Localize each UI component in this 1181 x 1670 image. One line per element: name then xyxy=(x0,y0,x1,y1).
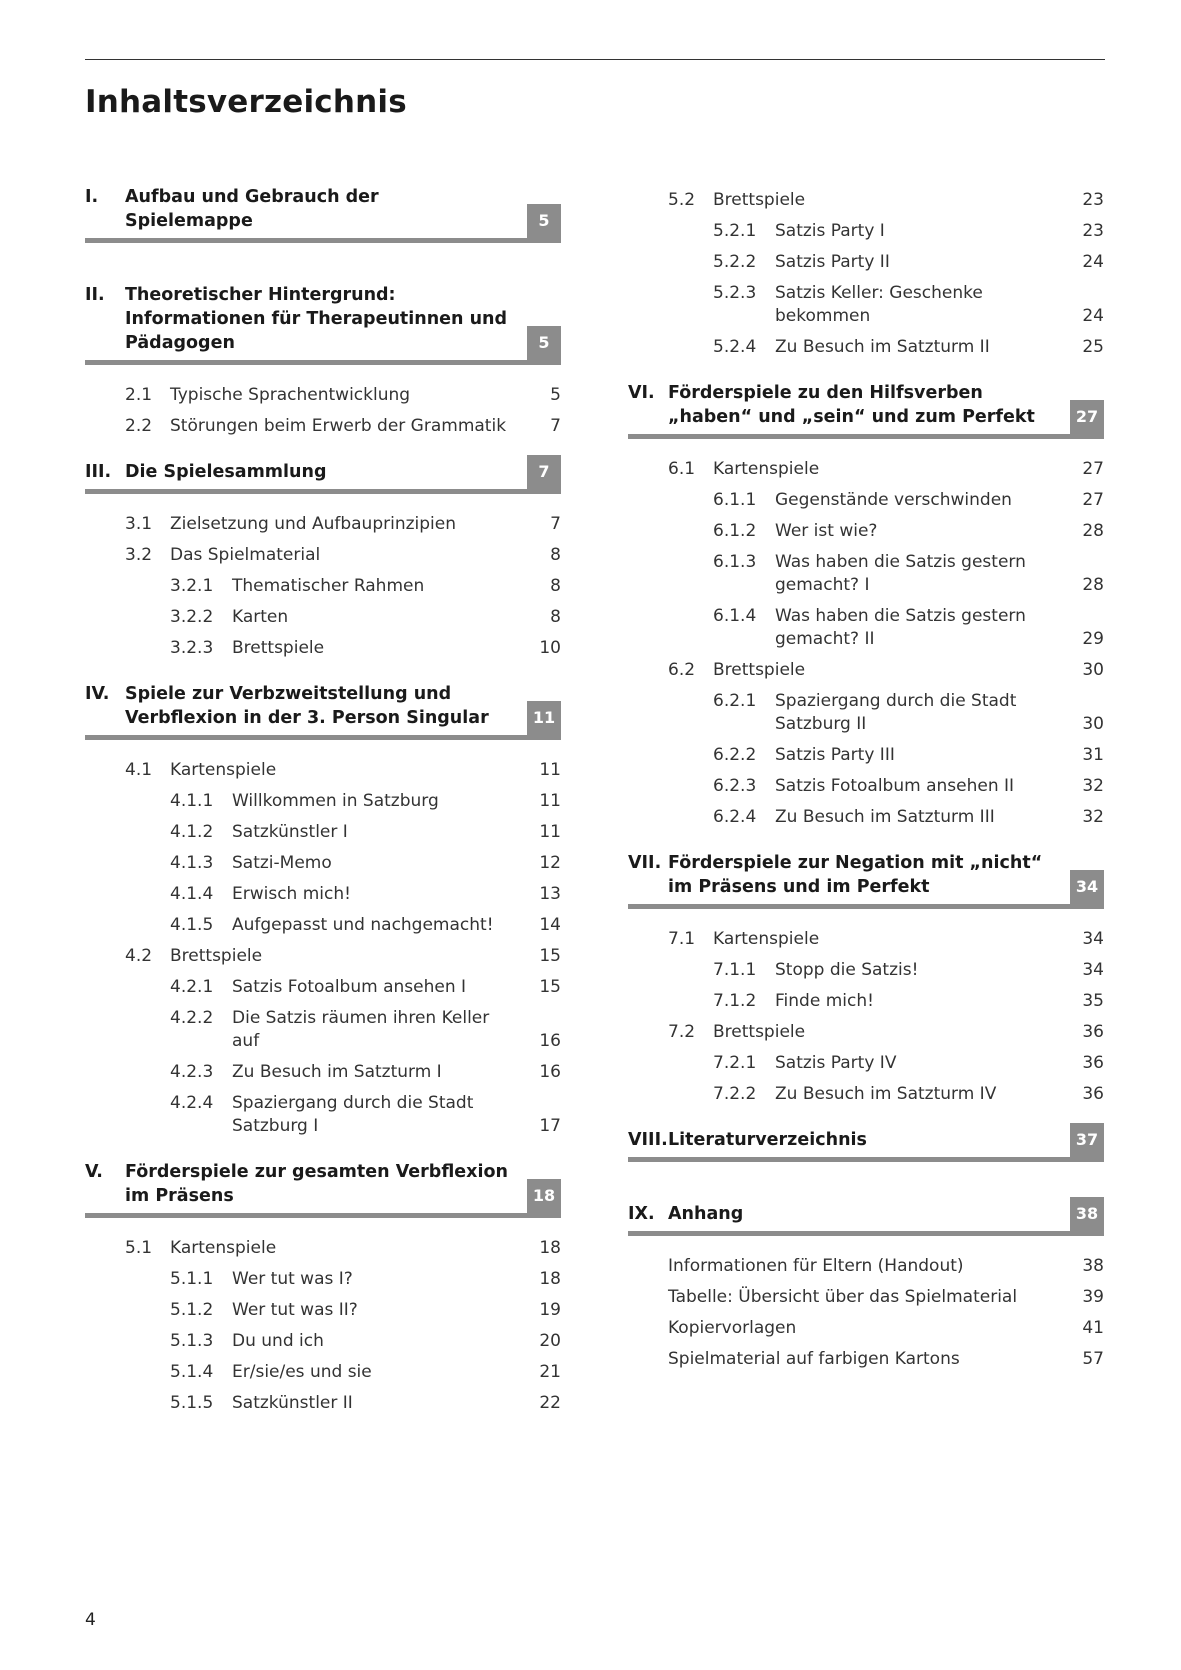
entry-number: 6.2.2 xyxy=(713,745,757,765)
entry-number: 3.1 xyxy=(125,514,153,534)
section-numeral: V. xyxy=(85,1162,103,1182)
entry-title: Zu Besuch im Satzturm II xyxy=(775,337,990,357)
entry-title: Brettspiele xyxy=(232,638,325,658)
toc-entry xyxy=(85,817,561,848)
entry-title: Satzis Party IV xyxy=(775,1053,897,1073)
toc-entry xyxy=(628,986,1104,1017)
toc-entry xyxy=(628,1344,1104,1375)
entry-page: 36 xyxy=(1082,1022,1104,1042)
section-title: Förderspiele zur Negation mit „nicht“ im Präsens und im Perfekt xyxy=(668,853,1043,897)
entry-page: 10 xyxy=(539,638,561,658)
entry-page: 8 xyxy=(550,576,561,596)
entry-title: Willkommen in Satzburg xyxy=(232,791,439,811)
section-rule xyxy=(85,238,561,243)
entry-page: 28 xyxy=(1082,521,1104,541)
entry-number: 5.1.3 xyxy=(170,1331,214,1351)
entry-page: 7 xyxy=(550,514,561,534)
entry-page: 57 xyxy=(1082,1349,1104,1369)
entry-page: 11 xyxy=(539,822,561,842)
toc-section-heading xyxy=(628,381,1104,439)
entry-page: 24 xyxy=(1082,252,1104,272)
section-title: Förderspiele zur gesamten Verbflexion im Präsens xyxy=(125,1162,508,1206)
toc-entry xyxy=(85,1233,561,1264)
section-page-box: 5 xyxy=(527,204,561,243)
entry-page: 20 xyxy=(539,1331,561,1351)
toc-entry xyxy=(85,1003,561,1057)
toc-entry-list xyxy=(628,454,1104,833)
toc-entry xyxy=(85,571,561,602)
toc-entry xyxy=(628,601,1104,655)
entry-title: Zielsetzung und Aufbauprinzipien xyxy=(170,514,456,534)
entry-page: 13 xyxy=(539,884,561,904)
entry-page: 27 xyxy=(1082,459,1104,479)
entry-title: Spaziergang durch die Stadt Satzburg II xyxy=(775,691,1017,734)
entry-title: Zu Besuch im Satzturm I xyxy=(232,1062,442,1082)
entry-title: Brettspiele xyxy=(713,1022,806,1042)
toc-entry xyxy=(628,686,1104,740)
entry-number: 7.1 xyxy=(668,929,696,949)
entry-number: 2.2 xyxy=(125,416,153,436)
entry-page: 35 xyxy=(1082,991,1104,1011)
entry-number: 4.1.4 xyxy=(170,884,214,904)
entry-page: 21 xyxy=(539,1362,561,1382)
entry-page: 15 xyxy=(539,977,561,997)
toc-entry xyxy=(628,547,1104,601)
toc-entry xyxy=(85,540,561,571)
entry-page: 16 xyxy=(539,1031,561,1051)
entry-number: 3.2 xyxy=(125,545,153,565)
toc-entry xyxy=(85,509,561,540)
entry-page: 15 xyxy=(539,946,561,966)
entry-title: Tabelle: Übersicht über das Spielmaterial xyxy=(668,1287,1018,1307)
toc-entry xyxy=(85,602,561,633)
entry-number: 5.1.2 xyxy=(170,1300,214,1320)
entry-page: 32 xyxy=(1082,776,1104,796)
entry-number: 4.2.3 xyxy=(170,1062,214,1082)
entry-page: 32 xyxy=(1082,807,1104,827)
entry-number: 6.1.4 xyxy=(713,606,757,626)
entry-title: Zu Besuch im Satzturm IV xyxy=(775,1084,997,1104)
entry-title: Kartenspiele xyxy=(170,1238,277,1258)
entry-page: 39 xyxy=(1082,1287,1104,1307)
toc-section-heading xyxy=(628,851,1104,909)
entry-title: Spaziergang durch die Stadt Satzburg I xyxy=(232,1093,474,1136)
section-page-box: 37 xyxy=(1070,1123,1104,1162)
entry-page: 16 xyxy=(539,1062,561,1082)
entry-title: Aufgepasst und nachgemacht! xyxy=(232,915,494,935)
entry-number: 5.1.1 xyxy=(170,1269,214,1289)
entry-page: 31 xyxy=(1082,745,1104,765)
toc-section-heading xyxy=(85,682,561,740)
section-page-box: 18 xyxy=(527,1179,561,1218)
entry-title: Gegenstände verschwinden xyxy=(775,490,1012,510)
entry-number: 4.2.4 xyxy=(170,1093,214,1113)
page-title: Inhaltsverzeichnis xyxy=(85,84,407,120)
entry-title: Wer ist wie? xyxy=(775,521,878,541)
section-title: Förderspiele zu den Hilfsverben „haben“ und „sein“ und zum Perfekt xyxy=(668,383,1035,427)
entry-title: Brettspiele xyxy=(713,660,806,680)
entry-title: Was haben die Satzis gestern gemacht? I xyxy=(775,552,1026,595)
entry-title: Zu Besuch im Satzturm III xyxy=(775,807,995,827)
entry-page: 24 xyxy=(1082,306,1104,326)
entry-number: 4.2.1 xyxy=(170,977,214,997)
entry-title: Satzkünstler II xyxy=(232,1393,353,1413)
toc-sections-left xyxy=(85,185,561,1419)
entry-title: Was haben die Satzis gestern gemacht? II xyxy=(775,606,1026,649)
entry-page: 38 xyxy=(1082,1256,1104,1276)
toc-entry-list xyxy=(628,924,1104,1110)
entry-page: 7 xyxy=(550,416,561,436)
entry-number: 5.2.2 xyxy=(713,252,757,272)
entry-title: Brettspiele xyxy=(170,946,263,966)
toc-entry-list xyxy=(85,380,561,442)
toc-entry xyxy=(85,1295,561,1326)
entry-title: Er/sie/es und sie xyxy=(232,1362,372,1382)
entry-number: 6.1.2 xyxy=(713,521,757,541)
section-title: Spiele zur Verbzweitstellung und Verbflexion in der 3. Person Singular xyxy=(125,684,489,728)
entry-page: 11 xyxy=(539,760,561,780)
toc-entry xyxy=(628,1313,1104,1344)
section-title: Aufbau und Gebrauch der Spielemappe xyxy=(125,187,379,231)
entry-page: 22 xyxy=(539,1393,561,1413)
section-title: Theoretischer Hintergrund: Informationen für Therapeutinnen und Pädagogen xyxy=(125,285,508,353)
section-title: Literaturverzeichnis xyxy=(668,1130,867,1150)
entry-page: 8 xyxy=(550,607,561,627)
entry-number: 2.1 xyxy=(125,385,153,405)
entry-title: Satzkünstler I xyxy=(232,822,348,842)
toc-entry xyxy=(85,380,561,411)
entry-title: Kartenspiele xyxy=(713,929,820,949)
entry-page: 36 xyxy=(1082,1084,1104,1104)
entry-page: 36 xyxy=(1082,1053,1104,1073)
entry-title: Satzis Party II xyxy=(775,252,890,272)
entry-number: 4.2.2 xyxy=(170,1008,214,1028)
entry-number: 6.1.1 xyxy=(713,490,757,510)
section-page-box: 27 xyxy=(1070,400,1104,439)
section-page-box: 34 xyxy=(1070,870,1104,909)
section-title: Die Spielesammlung xyxy=(125,462,327,482)
entry-title: Satzis Fotoalbum ansehen I xyxy=(232,977,467,997)
section-numeral: III. xyxy=(85,462,112,482)
entry-page: 28 xyxy=(1082,575,1104,595)
entry-number: 4.1.5 xyxy=(170,915,214,935)
toc-entry xyxy=(628,1048,1104,1079)
entry-number: 6.1.3 xyxy=(713,552,757,572)
entry-title: Die Satzis räumen ihren Keller auf xyxy=(232,1008,490,1051)
entry-title: Satzis Party III xyxy=(775,745,895,765)
section-rule xyxy=(85,360,561,365)
entry-number: 6.2.3 xyxy=(713,776,757,796)
toc-entry xyxy=(628,216,1104,247)
toc-entry xyxy=(628,1282,1104,1313)
entry-number: 4.1 xyxy=(125,760,153,780)
section-numeral: IX. xyxy=(628,1204,655,1224)
entry-title: Thematischer Rahmen xyxy=(232,576,425,596)
entry-page: 11 xyxy=(539,791,561,811)
toc-entry xyxy=(85,1057,561,1088)
entry-number: 5.2.1 xyxy=(713,221,757,241)
entry-title: Satzis Keller: Geschenke bekommen xyxy=(775,283,983,326)
top-rule xyxy=(85,59,1105,60)
section-rule xyxy=(628,1231,1104,1236)
toc-entry xyxy=(85,910,561,941)
page-number: 4 xyxy=(85,1610,96,1630)
section-numeral: IV. xyxy=(85,684,110,704)
section-numeral: I. xyxy=(85,187,99,207)
entry-page: 34 xyxy=(1082,929,1104,949)
entry-number: 5.2.4 xyxy=(713,337,757,357)
entry-number: 7.2.2 xyxy=(713,1084,757,1104)
toc-section-heading xyxy=(628,1202,1104,1236)
toc-entry xyxy=(628,740,1104,771)
toc-entry xyxy=(85,1326,561,1357)
section-page-box: 11 xyxy=(527,701,561,740)
entry-title: Typische Sprachentwicklung xyxy=(170,385,411,405)
section-page-box: 7 xyxy=(527,455,561,494)
entry-title: Das Spielmaterial xyxy=(170,545,321,565)
toc-entry xyxy=(85,755,561,786)
entry-number: 6.2.4 xyxy=(713,807,757,827)
toc-entry xyxy=(628,771,1104,802)
entry-number: 7.2.1 xyxy=(713,1053,757,1073)
entry-page: 23 xyxy=(1082,190,1104,210)
toc-sections-right xyxy=(628,381,1104,1375)
toc-entry xyxy=(85,848,561,879)
toc-section-heading xyxy=(628,1128,1104,1162)
entry-number: 4.1.2 xyxy=(170,822,214,842)
toc-entry-list xyxy=(85,1233,561,1419)
entry-number: 3.2.2 xyxy=(170,607,214,627)
toc-entry xyxy=(628,247,1104,278)
entry-title: Erwisch mich! xyxy=(232,884,351,904)
entry-number: 7.1.2 xyxy=(713,991,757,1011)
section-rule xyxy=(628,434,1104,439)
toc-section-heading xyxy=(85,283,561,365)
section-numeral: VI. xyxy=(628,383,655,403)
entry-number: 5.1.5 xyxy=(170,1393,214,1413)
entry-number: 3.2.1 xyxy=(170,576,214,596)
entry-title: Satzis Fotoalbum ansehen II xyxy=(775,776,1015,796)
entry-title: Du und ich xyxy=(232,1331,324,1351)
entry-title: Kartenspiele xyxy=(713,459,820,479)
section-rule xyxy=(628,1157,1104,1162)
section-rule xyxy=(85,735,561,740)
toc-entry xyxy=(628,924,1104,955)
toc-entry xyxy=(85,972,561,1003)
toc-entry xyxy=(85,941,561,972)
toc-entry xyxy=(628,185,1104,216)
entry-number: 7.1.1 xyxy=(713,960,757,980)
toc-section-heading xyxy=(85,185,561,243)
toc-entry xyxy=(628,655,1104,686)
section-rule xyxy=(85,1213,561,1218)
toc-entry xyxy=(628,332,1104,363)
entry-page: 41 xyxy=(1082,1318,1104,1338)
toc-entry xyxy=(628,454,1104,485)
toc-entry xyxy=(85,1388,561,1419)
entry-title: Wer tut was II? xyxy=(232,1300,358,1320)
entry-number: 5.2.3 xyxy=(713,283,757,303)
toc-section-heading xyxy=(85,1160,561,1218)
entry-page: 8 xyxy=(550,545,561,565)
toc-entry xyxy=(85,879,561,910)
entry-title: Finde mich! xyxy=(775,991,874,1011)
entry-page: 27 xyxy=(1082,490,1104,510)
entry-page: 30 xyxy=(1082,714,1104,734)
entry-title: Informationen für Eltern (Handout) xyxy=(668,1256,964,1276)
toc-entry xyxy=(628,1079,1104,1110)
entry-number: 6.2.1 xyxy=(713,691,757,711)
section-page-box: 38 xyxy=(1070,1197,1104,1236)
entry-page: 19 xyxy=(539,1300,561,1320)
toc-entry xyxy=(628,278,1104,332)
toc-entry xyxy=(85,1088,561,1142)
section-page-box: 5 xyxy=(527,326,561,365)
toc-entry-list xyxy=(85,755,561,1142)
entry-title: Satzis Party I xyxy=(775,221,885,241)
toc-entry xyxy=(628,955,1104,986)
section-numeral: VII. xyxy=(628,853,662,873)
entry-number: 5.1.4 xyxy=(170,1362,214,1382)
toc-section-heading xyxy=(85,460,561,494)
toc-entry xyxy=(85,1264,561,1295)
entry-number: 3.2.3 xyxy=(170,638,214,658)
entry-number: 6.1 xyxy=(668,459,696,479)
toc-entry xyxy=(85,633,561,664)
toc-entry-list xyxy=(85,509,561,664)
entry-title: Brettspiele xyxy=(713,190,806,210)
toc-entry xyxy=(85,411,561,442)
toc-entry xyxy=(628,516,1104,547)
entry-title: Kopiervorlagen xyxy=(668,1318,797,1338)
toc-entry xyxy=(85,1357,561,1388)
entry-number: 5.1 xyxy=(125,1238,153,1258)
entry-page: 34 xyxy=(1082,960,1104,980)
entry-title: Kartenspiele xyxy=(170,760,277,780)
toc-entry xyxy=(628,802,1104,833)
section-rule xyxy=(628,904,1104,909)
entry-page: 18 xyxy=(539,1238,561,1258)
section-numeral: II. xyxy=(85,285,105,305)
entry-title: Wer tut was I? xyxy=(232,1269,353,1289)
entry-page: 25 xyxy=(1082,337,1104,357)
entry-number: 4.1.3 xyxy=(170,853,214,873)
entry-number: 4.2 xyxy=(125,946,153,966)
entry-page: 17 xyxy=(539,1116,561,1136)
toc-entry xyxy=(628,485,1104,516)
section-rule xyxy=(85,489,561,494)
entry-title: Spielmaterial auf farbigen Kartons xyxy=(668,1349,960,1369)
entry-page: 12 xyxy=(539,853,561,873)
toc-right-column xyxy=(628,185,1104,1393)
entry-title: Karten xyxy=(232,607,289,627)
toc-entry xyxy=(628,1251,1104,1282)
entry-title: Satzi-Memo xyxy=(232,853,332,873)
entry-number: 4.1.1 xyxy=(170,791,214,811)
section-numeral: VIII. xyxy=(628,1130,668,1150)
section-title: Anhang xyxy=(668,1204,744,1224)
entry-number: 6.2 xyxy=(668,660,696,680)
entry-number: 7.2 xyxy=(668,1022,696,1042)
entry-page: 30 xyxy=(1082,660,1104,680)
entry-page: 5 xyxy=(550,385,561,405)
entry-page: 29 xyxy=(1082,629,1104,649)
toc-entry-list xyxy=(628,1251,1104,1375)
toc-entry xyxy=(628,1017,1104,1048)
entry-number: 5.2 xyxy=(668,190,696,210)
entry-page: 18 xyxy=(539,1269,561,1289)
toc-lead-entries xyxy=(628,185,1104,363)
entry-title: Stopp die Satzis! xyxy=(775,960,919,980)
entry-page: 14 xyxy=(539,915,561,935)
entry-title: Störungen beim Erwerb der Grammatik xyxy=(170,416,507,436)
toc-entry xyxy=(85,786,561,817)
toc-left-column xyxy=(85,185,561,1437)
entry-page: 23 xyxy=(1082,221,1104,241)
